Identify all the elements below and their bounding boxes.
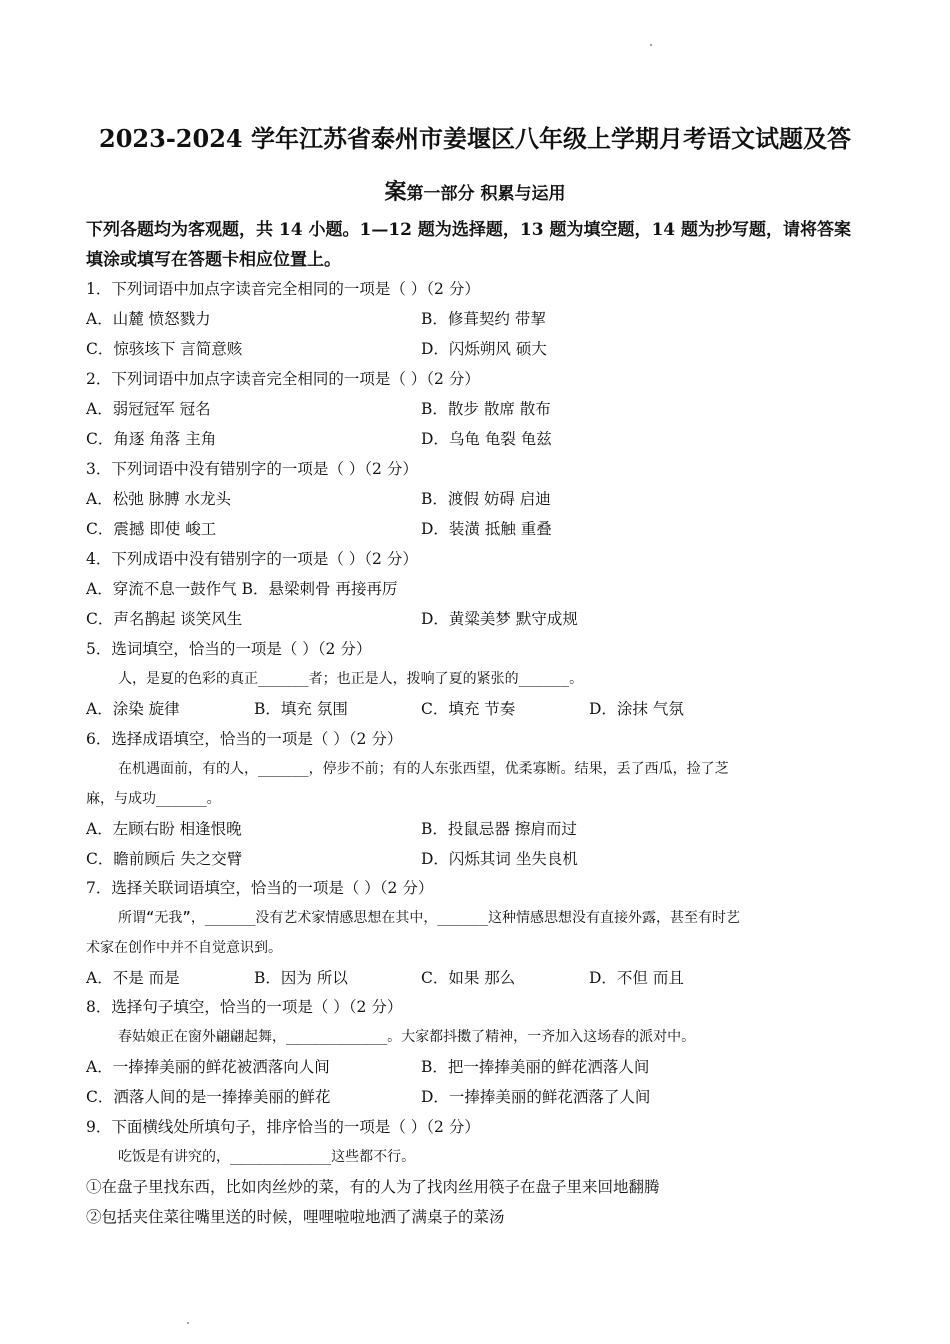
question-7-option-b: B．因为 所以	[254, 969, 348, 987]
question-7-option-c: C．如果 那么	[421, 969, 516, 987]
question-9-stem: 9．下面横线处所填句子，排序恰当的一项是（ ）（2 分）	[86, 1118, 480, 1136]
question-5-stem: 5．选词填空，恰当的一项是（ ）（2 分）	[86, 640, 372, 658]
section-instructions: 下列各题均为客观题，共 14 小题。1—12 题为选择题，13 题为填空题，14 题为抄写题，请将答案填涂或填写在答题卡相应位置上。	[86, 220, 852, 270]
question-2-option-d: D．乌龟 龟裂 龟兹	[421, 430, 552, 448]
question-4-option-c: C．声名鹊起 谈笑风生	[86, 610, 243, 628]
question-8-example: 春姑娘正在窗外翩翩起舞，____________。大家都抖擞了精神，一齐加入这场春的派对中。	[118, 1029, 696, 1045]
question-5-option-b: B．填充 氛围	[254, 700, 348, 718]
question-9-sentence-2: ②包括夹住菜往嘴里送的时候，哩哩啦啦地洒了满桌子的菜汤	[86, 1208, 505, 1226]
question-6-option-b: B．投鼠忌器 擦肩而过	[421, 820, 577, 838]
question-8-option-c: C．洒落人间的是一捧捧美丽的鲜花	[86, 1088, 331, 1106]
question-7-stem: 7．选择关联词语填空，恰当的一项是（ ）（2 分）	[86, 879, 434, 897]
question-8-stem: 8．选择句子填空，恰当的一项是（ ）（2 分）	[86, 998, 403, 1016]
section-heading: 第一部分 积累与运用	[406, 184, 566, 204]
question-6-option-d: D．闪烁其词 坐失良机	[421, 850, 578, 868]
question-5-option-c: C．填充 节奏	[421, 700, 516, 718]
question-6-option-a: A．左顾右盼 相逢恨晚	[86, 820, 242, 838]
question-6-option-c: C．瞻前顾后 失之交臂	[86, 850, 243, 868]
question-3-option-c: C．震撼 即使 峻工	[86, 520, 217, 538]
question-6-stem: 6．选择成语填空，恰当的一项是（ ）（2 分）	[86, 730, 403, 748]
question-1-option-c: C．惊骇垓下 言简意赅	[86, 340, 243, 358]
question-8-option-b: B．把一捧捧美丽的鲜花洒落人间	[421, 1058, 650, 1076]
question-4-option-ab: A．穿流不息一鼓作气 B．悬梁刺骨 再接再厉	[86, 580, 398, 598]
scan-speck	[650, 44, 652, 46]
question-9-sentence-1: ①在盘子里找东西，比如肉丝炒的菜，有的人为了找肉丝用筷子在盘子里来回地翻腾	[86, 1178, 660, 1196]
exam-title-continued	[60, 177, 890, 209]
question-2-option-c: C．角逐 角落 主角	[86, 430, 217, 448]
question-8-option-a: A．一捧捧美丽的鲜花被洒落向人间	[86, 1058, 330, 1076]
question-4-stem: 4．下列成语中没有错别字的一项是（ ）（2 分）	[86, 550, 418, 568]
question-7-option-d: D．不但 而且	[589, 969, 684, 987]
exam-title: 2023-2024 学年江苏省泰州市姜堰区八年级上学期月考语文试题及答	[99, 124, 851, 153]
question-7-example-line2: 术家在创作中并不自觉意识到。	[86, 940, 282, 956]
question-7-example-line1: 所谓“无我”，______没有艺术家情感思想在其中，______这种情感思想没有直接外露，甚至有时艺	[118, 910, 740, 926]
question-1-stem: 1．下列词语中加点字读音完全相同的一项是（ ）（2 分）	[86, 280, 480, 298]
question-5-option-d: D．涂抹 气氛	[589, 700, 684, 718]
question-2-option-b: B．散步 散席 散布	[421, 400, 551, 418]
question-6-example-line2: 麻，与成功______。	[86, 791, 221, 807]
question-4-option-d: D．黄粱美梦 默守成规	[421, 610, 578, 628]
question-1-option-a: A．山麓 愤怒戮力	[86, 310, 211, 328]
question-3-stem: 3．下列词语中没有错别字的一项是（ ）（2 分）	[86, 460, 418, 478]
question-1-option-b: B．修葺契约 带挈	[421, 310, 546, 328]
scan-speck	[187, 1322, 189, 1324]
question-3-option-b: B．渡假 妨碍 启迪	[421, 490, 551, 508]
question-8-option-d: D．一捧捧美丽的鲜花洒落了人间	[421, 1088, 651, 1106]
question-2-option-a: A．弱冠冠军 冠名	[86, 400, 211, 418]
exam-title-tail: 案	[384, 179, 407, 205]
question-7-option-a: A．不是 而是	[86, 969, 180, 987]
question-2-stem: 2．下列词语中加点字读音完全相同的一项是（ ）（2 分）	[86, 370, 480, 388]
question-6-example-line1: 在机遇面前，有的人，______，停步不前；有的人东张西望，优柔寡断。结果，丢了西瓜，捡了芝	[118, 761, 729, 777]
question-5-example: 人，是夏的色彩的真正______者；也正是人，拨响了夏的紧张的______。	[118, 671, 584, 687]
question-5-option-a: A．涂染 旋律	[86, 700, 180, 718]
question-1-option-d: D．闪烁朔风 硕大	[421, 340, 547, 358]
question-9-example: 吃饭是有讲究的，____________这些都不行。	[118, 1149, 416, 1165]
question-3-option-d: D．装潢 抵触 重叠	[421, 520, 552, 538]
question-3-option-a: A．松弛 脉膊 水龙头	[86, 490, 232, 508]
